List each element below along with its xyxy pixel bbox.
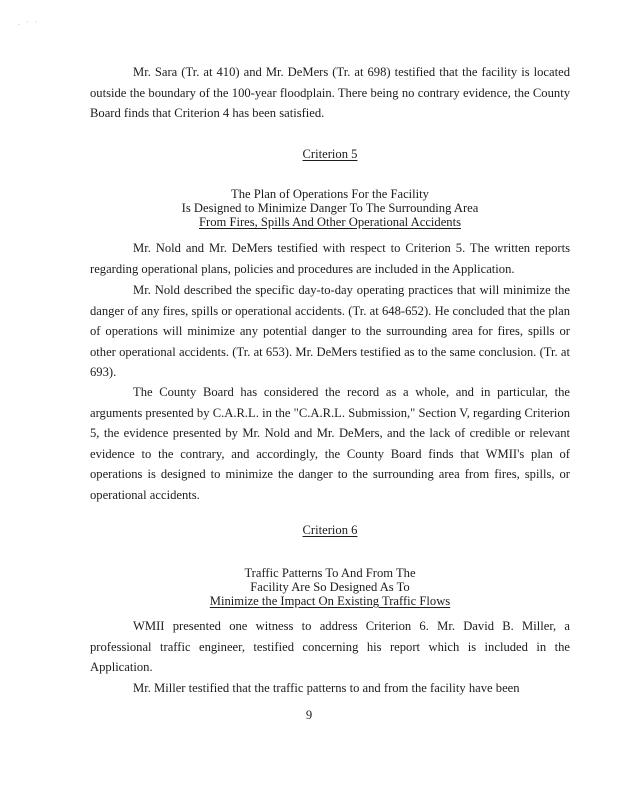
scan-artifact: . · · (18, 18, 40, 27)
paragraph-criterion-6-witness: WMII presented one witness to address Criterion 6. Mr. David B. Miller, a professional traffic engineer, testified concerning his report which is included in the Application. (90, 619, 570, 675)
criterion-6-title: Criterion 6 (302, 523, 358, 537)
criterion-5-title: Criterion 5 (302, 147, 358, 161)
criterion-5-heading-line-1: The Plan of Operations For the Facility (231, 187, 429, 201)
criterion-6-heading-line-2: Facility Are So Designed As To (250, 580, 410, 594)
paragraph-criterion-4-finding: Mr. Sara (Tr. at 410) and Mr. DeMers (Tr. at 698) testified that the facility is located outside the boundary of the 100-year floodplain. There being no contrary evidence, the County Board finds that Criterion 4 has been satisfied. (90, 65, 570, 121)
paragraph-criterion-5-finding: The County Board has considered the record as a whole, and in particular, the arguments presented by C.A.R.L. in the "C.A.R.L. Submission," Section V, regarding Criterion 5, the evidence presented by Mr. Nold and Mr. DeMers, and the lack of credible or relevant evidence to the contrary, and accordingly, the County Board finds that WMII's plan of operations is designed to minimize the danger to the surrounding area from fires, spills, or operational accidents. (90, 385, 570, 502)
paragraph-miller-testimony: Mr. Miller testified that the traffic patterns to and from the facility have been (133, 681, 520, 695)
paragraph-nold-description: Mr. Nold described the specific day-to-day operating practices that will minimize the danger of any fires, spills or operational accidents. (Tr. at 648-652). He concluded that the plan of operations will minimize any potential danger to the surrounding area for fires, spills or other operational accidents. (Tr. at 653). Mr. DeMers testified as to the same conclusion. (Tr. at 693). (90, 283, 570, 380)
criterion-6-heading-line-1: Traffic Patterns To And From The (244, 566, 416, 580)
page-number: 9 (305, 708, 313, 722)
paragraph-criterion-5-testimony: Mr. Nold and Mr. DeMers testified with respect to Criterion 5. The written reports regarding operational plans, policies and procedures are included in the Application. (90, 241, 570, 276)
criterion-5-heading-line-2: Is Designed to Minimize Danger To The Surrounding Area (181, 201, 479, 215)
criterion-6-heading-line-3: Minimize the Impact On Existing Traffic Flows (209, 594, 451, 608)
criterion-5-heading-line-3: From Fires, Spills And Other Operational Accidents (199, 215, 461, 229)
